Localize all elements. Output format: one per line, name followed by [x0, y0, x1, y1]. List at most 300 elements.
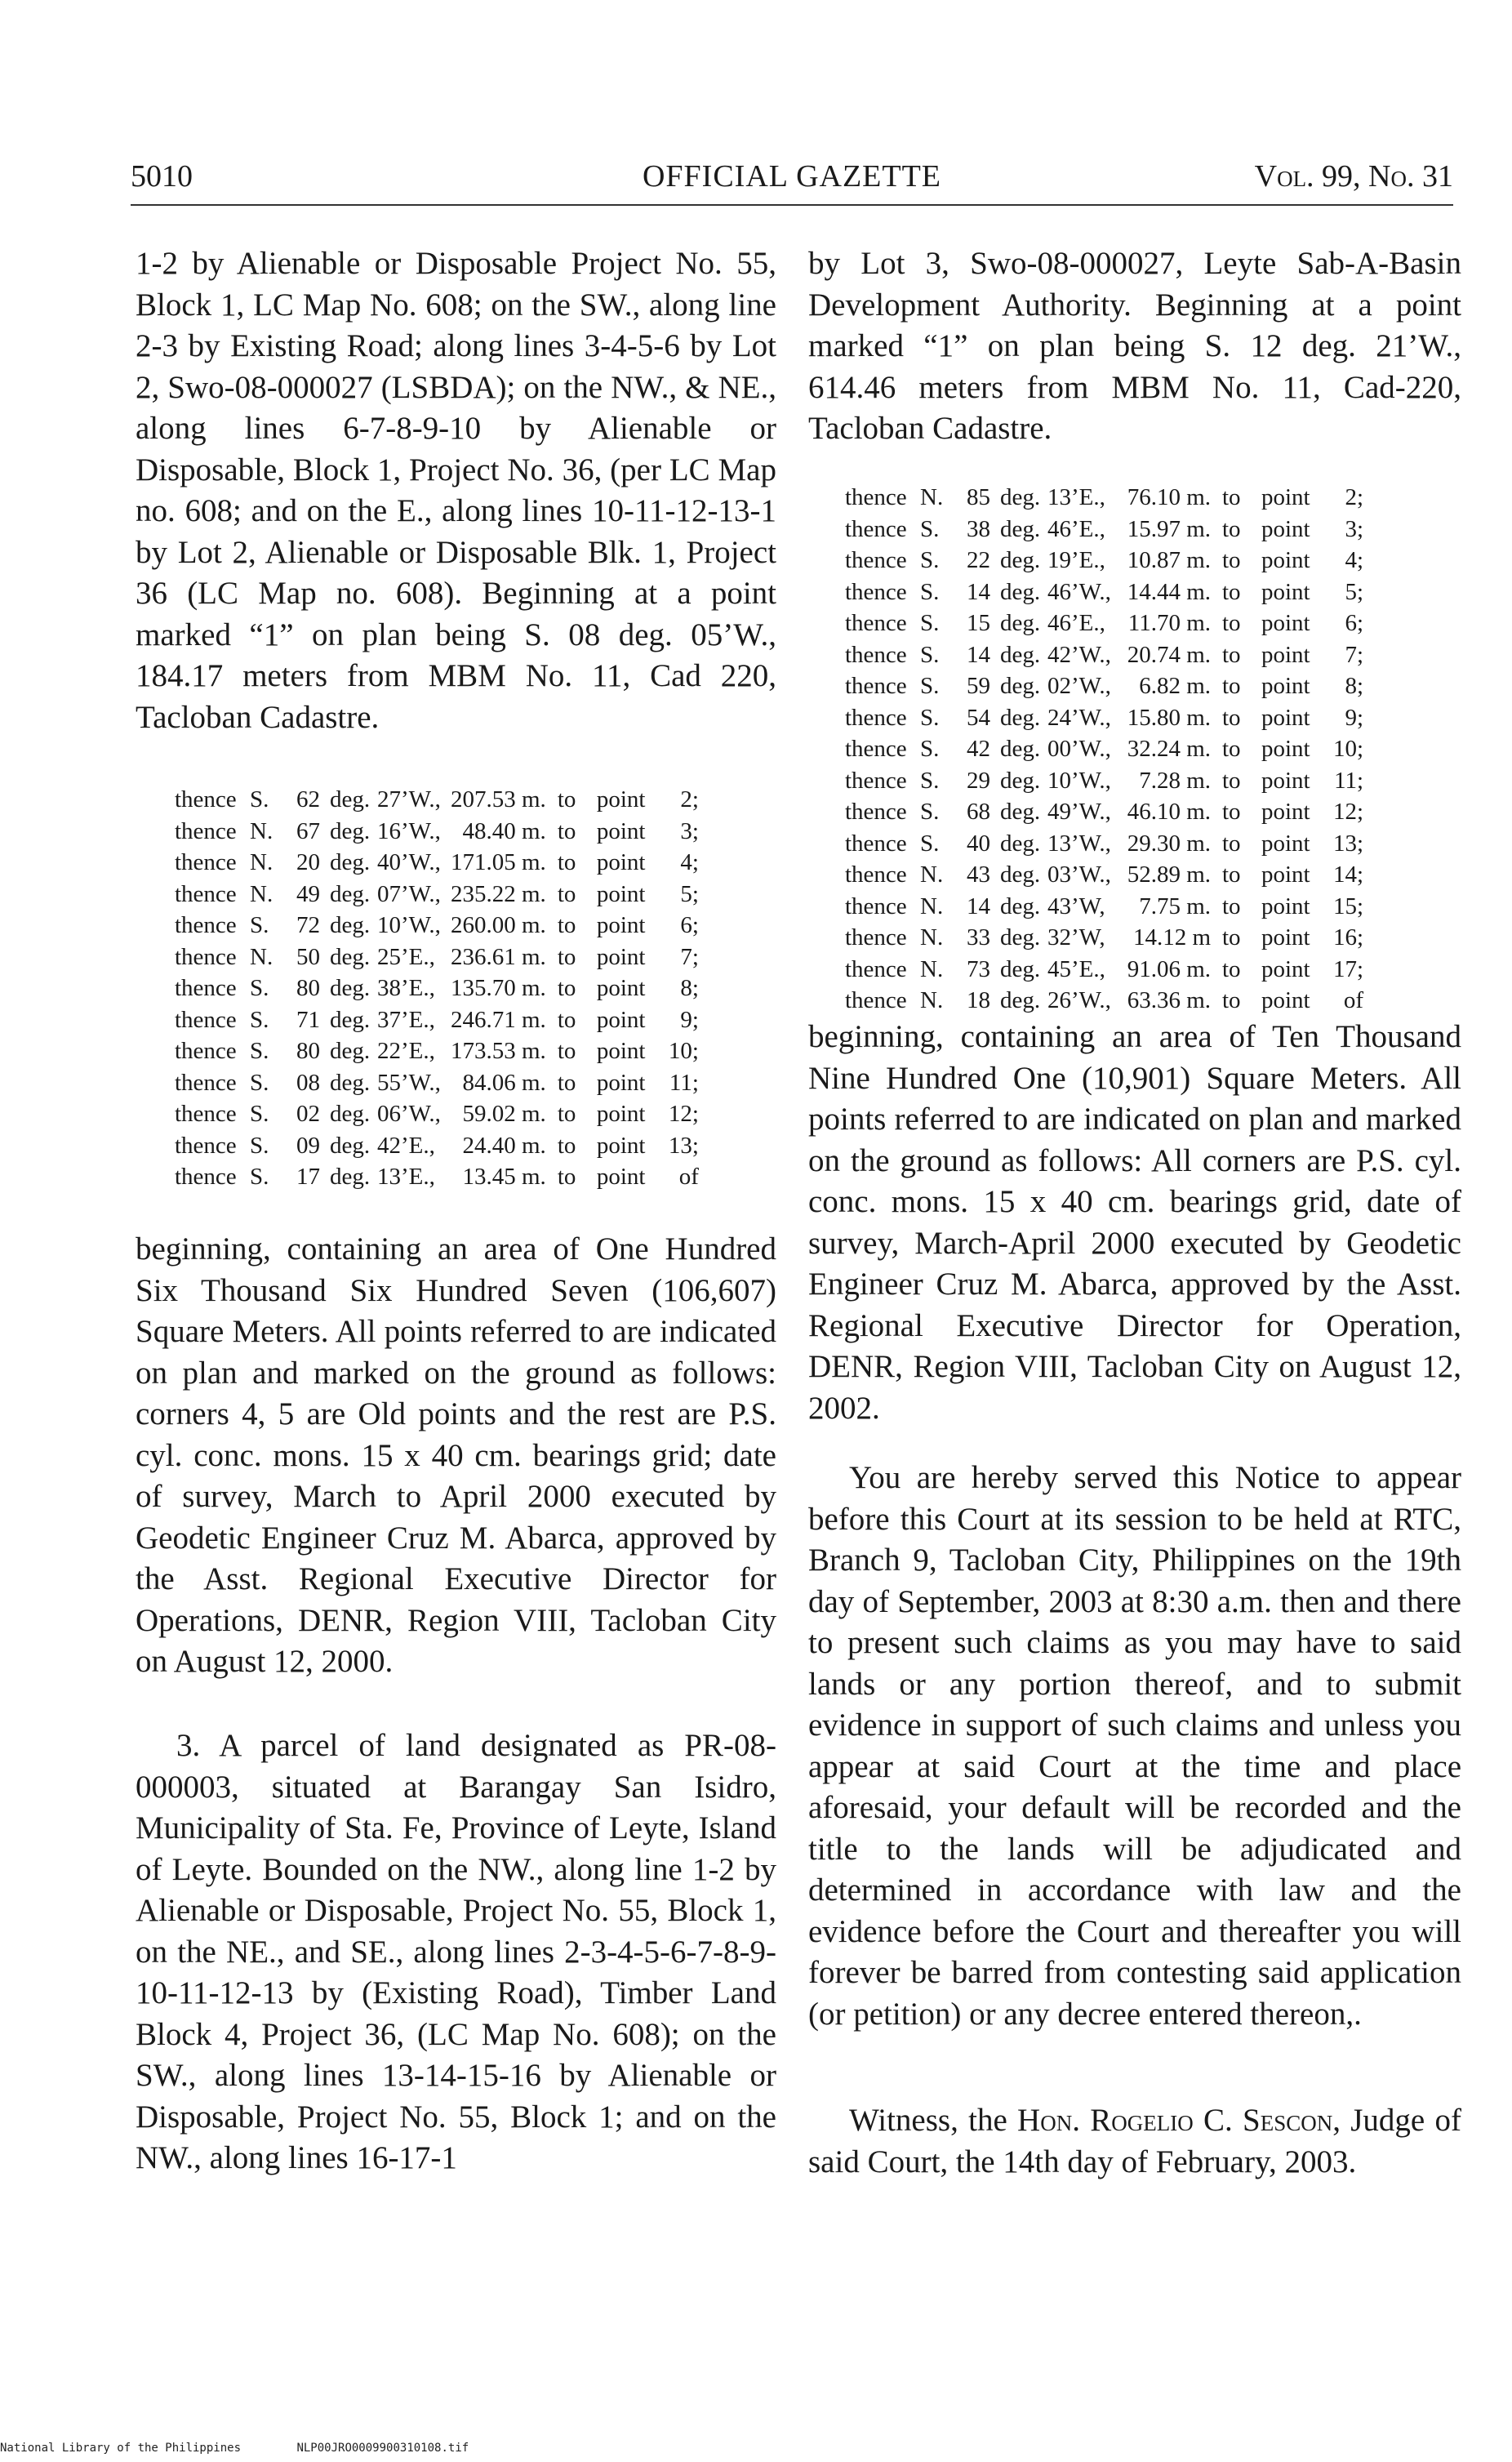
bearing-cell-pt: point	[1261, 547, 1310, 573]
bearing-cell-g: deg.	[1000, 736, 1041, 762]
bearing-cell-a: 59	[967, 673, 990, 699]
bearing-cell-to: to	[557, 1132, 576, 1159]
library-credit: National Library of the Philippines	[0, 2442, 242, 2455]
bearing-cell-g: deg.	[330, 1132, 371, 1159]
bearing-cell-g: deg.	[330, 849, 371, 875]
bearing-row	[175, 1035, 699, 1067]
bearing-cell-to: to	[557, 912, 576, 938]
bearing-row	[175, 816, 699, 848]
page-number: 5010	[131, 159, 193, 194]
bearing-cell-w: thence	[845, 704, 907, 731]
bearing-cell-to: to	[1222, 767, 1241, 794]
bearing-cell-d: N.	[920, 955, 944, 982]
bearing-cell-n: 8;	[680, 975, 699, 1001]
bearing-cell-to: to	[1222, 673, 1241, 699]
bearing-cell-pt: point	[1261, 893, 1310, 919]
bearing-cell-to: to	[1222, 893, 1241, 919]
bearing-cell-pt: point	[1261, 484, 1310, 510]
bearing-cell-n: 13;	[1333, 830, 1364, 857]
bearing-cell-g: deg.	[1000, 799, 1041, 825]
bearing-cell-dist: 14.44 m.	[1127, 578, 1211, 605]
bearing-cell-m: 32’W,	[1047, 924, 1105, 951]
bearing-cell-g: deg.	[330, 1038, 371, 1064]
bearing-cell-w: thence	[845, 893, 907, 919]
bearing-cell-w: thence	[175, 786, 237, 813]
bearing-cell-dist: 6.82 m.	[1139, 673, 1211, 699]
bearing-cell-dist: 63.36 m.	[1127, 987, 1211, 1013]
bearing-row	[845, 514, 1363, 545]
bearing-cell-d: S.	[920, 830, 940, 857]
bearing-cell-dist: 207.53 m.	[451, 786, 546, 813]
bearing-cell-w: thence	[175, 1038, 237, 1064]
bearing-cell-to: to	[1222, 610, 1241, 636]
bearing-cell-d: S.	[250, 1132, 269, 1159]
bearing-cell-g: deg.	[1000, 578, 1041, 605]
bearing-cell-g: deg.	[330, 1101, 371, 1127]
bearing-cell-n: 13;	[668, 1132, 699, 1159]
bearing-cell-m: 00’W.,	[1047, 736, 1111, 762]
bearing-cell-pt: point	[1261, 767, 1310, 794]
bearing-cell-g: deg.	[330, 880, 371, 907]
bearing-cell-n: 12;	[668, 1101, 699, 1127]
bearing-cell-n: 6;	[680, 912, 699, 938]
bearing-cell-n: 9;	[680, 1006, 699, 1033]
bearing-cell-g: deg.	[1000, 767, 1041, 794]
bearing-cell-dist: 59.02 m.	[462, 1101, 546, 1127]
bearing-cell-m: 13’E.,	[1047, 484, 1105, 510]
bearing-cell-g: deg.	[1000, 861, 1041, 888]
bearing-cell-w: thence	[845, 924, 907, 951]
bearing-cell-d: S.	[250, 786, 269, 813]
bearing-cell-a: 17	[296, 1164, 320, 1190]
bearing-cell-dist: 84.06 m.	[462, 1069, 546, 1096]
bearing-cell-d: S.	[250, 1006, 269, 1033]
bearing-cell-m: 40’W.,	[377, 849, 441, 875]
bearing-cell-g: deg.	[330, 1006, 371, 1033]
bearing-cell-w: thence	[845, 987, 907, 1013]
bearing-cell-a: 15	[967, 610, 990, 636]
bearing-cell-w: thence	[175, 912, 237, 938]
bearing-cell-a: 42	[967, 736, 990, 762]
bearing-cell-g: deg.	[330, 817, 371, 844]
bearing-row	[845, 954, 1363, 986]
bearing-cell-w: thence	[845, 767, 907, 794]
bearing-cell-n: 5;	[1345, 578, 1364, 605]
bearing-row	[175, 973, 699, 1004]
bearing-cell-to: to	[1222, 987, 1241, 1013]
bearing-cell-w: thence	[175, 849, 237, 875]
bearing-cell-d: S.	[920, 704, 940, 731]
bearing-cell-a: 20	[296, 849, 320, 875]
bearing-cell-n: 2;	[1345, 484, 1364, 510]
bearing-cell-g: deg.	[1000, 484, 1041, 510]
bearing-cell-dist: 76.10 m.	[1127, 484, 1211, 510]
bearing-cell-pt: point	[1261, 704, 1310, 731]
bearing-cell-dist: 48.40 m.	[462, 817, 546, 844]
bearing-cell-a: 50	[296, 943, 320, 970]
bearing-cell-n: 16;	[1333, 924, 1364, 951]
bearing-row	[175, 1098, 699, 1130]
bearing-cell-dist: 11.70 m.	[1127, 610, 1211, 636]
bearing-cell-g: deg.	[1000, 515, 1041, 542]
bearing-cell-n: 10;	[668, 1038, 699, 1064]
bearing-cell-m: 24’W.,	[1047, 704, 1111, 731]
scan-footer	[0, 2442, 518, 2455]
bearing-cell-w: thence	[175, 1006, 237, 1033]
bearing-cell-d: S.	[250, 975, 269, 1001]
bearing-cell-dist: 260.00 m.	[451, 912, 546, 938]
left-paragraph-1: 1-2 by Alienable or Disposable Project No. 55, Block 1, LC Map No. 608; on the SW., along line 2-3 by Existing Road; along lines 3-4-5-6 by Lot 2, Swo-08-000027 (LSBDA); on the NW., & NE., along lines 6-7-8-9-10 by Alienable or Disposable, Block 1, Project No. 36, (per LC Map no. 608; and on the E., along lines 10-11-12-13-1 by Lot 2, Alienable or Disposable Blk. 1, Project 36 (LC Map no. 608). Beginning at a point marked “1” on plan being S. 08 deg. 05’W., 184.17 meters from MBM No. 11, Cad 220, Tacloban Cadastre.	[136, 246, 776, 735]
bearing-cell-to: to	[557, 943, 576, 970]
bearing-cell-w: thence	[175, 1101, 237, 1127]
bearing-cell-m: 38’E.,	[377, 975, 435, 1001]
bearing-cell-d: S.	[920, 673, 940, 699]
bearing-cell-m: 10’W.,	[1047, 767, 1111, 794]
bearing-cell-n: 6;	[1345, 610, 1364, 636]
bearing-cell-w: thence	[175, 1132, 237, 1159]
bearing-cell-pt: point	[596, 975, 646, 1001]
bearing-cell-m: 43’W,	[1047, 893, 1105, 919]
bearing-cell-w: thence	[845, 515, 907, 542]
bearing-cell-w: thence	[845, 578, 907, 605]
bearing-row	[175, 784, 699, 816]
bearing-cell-n: 3;	[1345, 515, 1364, 542]
bearing-cell-g: deg.	[1000, 955, 1041, 982]
bearing-cell-dist: 7.28 m.	[1139, 767, 1211, 794]
bearing-cell-a: 14	[967, 641, 990, 668]
bearing-cell-d: S.	[920, 799, 940, 825]
bearing-cell-n: 8;	[1345, 673, 1364, 699]
bearing-row	[845, 859, 1363, 891]
bearing-cell-a: 08	[296, 1069, 320, 1096]
left-bearings-table	[175, 784, 699, 1193]
bearing-cell-d: N.	[920, 987, 944, 1013]
bearing-cell-d: S.	[920, 641, 940, 668]
bearing-cell-a: 49	[296, 880, 320, 907]
bearing-cell-dist: 13.45 m.	[462, 1164, 546, 1190]
bearing-cell-d: S.	[250, 1038, 269, 1064]
bearing-cell-d: N.	[250, 817, 273, 844]
bearing-cell-n: of	[678, 1164, 699, 1190]
bearing-cell-w: thence	[175, 975, 237, 1001]
bearing-cell-to: to	[1222, 736, 1241, 762]
bearing-cell-dist: 235.22 m.	[451, 880, 546, 907]
bearing-cell-a: 54	[967, 704, 990, 731]
bearing-row	[845, 891, 1363, 923]
bearing-cell-n: 2;	[680, 786, 699, 813]
bearing-cell-pt: point	[1261, 641, 1310, 668]
bearing-cell-m: 16’W.,	[377, 817, 441, 844]
bearing-cell-dist: 15.80 m.	[1127, 704, 1211, 731]
bearing-cell-dist: 20.74 m.	[1127, 641, 1211, 668]
bearing-cell-m: 46’W.,	[1047, 578, 1111, 605]
bearing-cell-g: deg.	[1000, 924, 1041, 951]
bearing-cell-to: to	[557, 817, 576, 844]
bearing-cell-w: thence	[845, 610, 907, 636]
bearing-cell-g: deg.	[1000, 610, 1041, 636]
bearing-cell-pt: point	[596, 817, 646, 844]
bearing-cell-w: thence	[845, 955, 907, 982]
bearing-cell-dist: 14.12 m	[1132, 924, 1211, 951]
bearing-cell-m: 55’W.,	[377, 1069, 441, 1096]
bearing-cell-to: to	[1222, 830, 1241, 857]
volume-number: Vol. 99, No. 31	[1254, 159, 1453, 194]
bearing-row	[845, 733, 1363, 765]
bearing-row	[845, 828, 1363, 860]
bearing-row	[845, 670, 1363, 702]
bearing-row	[845, 985, 1363, 1017]
bearing-cell-g: deg.	[1000, 893, 1041, 919]
bearing-cell-dist: 24.40 m.	[462, 1132, 546, 1159]
bearing-cell-pt: point	[596, 1069, 646, 1096]
bearing-cell-n: of	[1343, 987, 1364, 1013]
bearing-cell-a: 02	[296, 1101, 320, 1127]
bearing-cell-g: deg.	[330, 943, 371, 970]
bearing-cell-d: S.	[250, 912, 269, 938]
bearing-row	[845, 702, 1363, 734]
bearing-cell-m: 42’W.,	[1047, 641, 1111, 668]
bearing-cell-a: 80	[296, 1038, 320, 1064]
bearing-cell-pt: point	[596, 1132, 646, 1159]
bearing-cell-w: thence	[845, 484, 907, 510]
bearing-cell-a: 14	[967, 893, 990, 919]
bearing-cell-a: 62	[296, 786, 320, 813]
bearing-cell-g: deg.	[1000, 704, 1041, 731]
bearing-cell-d: N.	[250, 880, 273, 907]
bearing-cell-n: 11;	[669, 1069, 699, 1096]
bearing-cell-dist: 32.24 m.	[1127, 736, 1211, 762]
bearing-cell-a: 43	[967, 861, 990, 888]
bearing-cell-a: 14	[967, 578, 990, 605]
bearing-cell-dist: 10.87 m.	[1127, 547, 1211, 573]
bearing-cell-m: 37’E.,	[377, 1006, 435, 1033]
bearing-cell-n: 15;	[1333, 893, 1364, 919]
bearing-cell-to: to	[1222, 799, 1241, 825]
bearing-cell-a: 80	[296, 975, 320, 1001]
bearing-cell-pt: point	[1261, 736, 1310, 762]
bearing-cell-n: 7;	[680, 943, 699, 970]
bearing-cell-pt: point	[596, 1038, 646, 1064]
bearing-cell-g: deg.	[330, 975, 371, 1001]
bearing-cell-m: 10’W.,	[377, 912, 441, 938]
bearing-cell-d: N.	[250, 849, 273, 875]
bearing-cell-dist: 236.61 m.	[451, 943, 546, 970]
bearing-row	[845, 545, 1363, 577]
bearing-cell-pt: point	[596, 912, 646, 938]
right-paragraph-2: beginning, containing an area of Ten Thousand Nine Hundred One (10,901) Square Meters. All points referred to are indicated on plan and marked on the ground as follows: All corners are P.S. cyl. conc. mons. 15 x 40 cm. bearings grid, date of survey, March-April 2000 executed by Geodetic Engineer Cruz M. Abarca, approved by the Asst. Regional Executive Director for Operation, DENR, Region VIII, Tacloban City on August 12, 2002.	[808, 1019, 1461, 1426]
bearing-cell-m: 45’E.,	[1047, 955, 1105, 982]
bearing-cell-d: S.	[920, 767, 940, 794]
bearing-cell-to: to	[1222, 484, 1241, 510]
bearing-row	[845, 765, 1363, 797]
judge-name: Hon. Rogelio C. Sescon	[1017, 2103, 1333, 2138]
bearing-cell-w: thence	[175, 943, 237, 970]
bearing-cell-dist: 91.06 m.	[1127, 955, 1211, 982]
bearing-cell-to: to	[1222, 955, 1241, 982]
bearing-cell-n: 11;	[1334, 767, 1364, 794]
bearing-cell-m: 22’E.,	[377, 1038, 435, 1064]
bearing-cell-w: thence	[175, 1164, 237, 1190]
bearing-cell-pt: point	[596, 1006, 646, 1033]
bearing-cell-d: N.	[920, 484, 944, 510]
bearing-cell-n: 7;	[1345, 641, 1364, 668]
bearing-cell-pt: point	[596, 880, 646, 907]
bearing-cell-n: 3;	[680, 817, 699, 844]
bearing-row	[175, 910, 699, 942]
bearing-cell-dist: 173.53 m.	[451, 1038, 546, 1064]
bearing-cell-pt: point	[1261, 673, 1310, 699]
bearing-cell-m: 13’W.,	[1047, 830, 1111, 857]
bearing-cell-d: S.	[920, 578, 940, 605]
bearing-cell-m: 07’W.,	[377, 880, 441, 907]
bearing-cell-pt: point	[596, 943, 646, 970]
bearing-cell-pt: point	[596, 1101, 646, 1127]
bearing-row	[845, 639, 1363, 671]
bearing-cell-to: to	[1222, 547, 1241, 573]
page-header	[131, 155, 1453, 206]
bearing-cell-to: to	[557, 880, 576, 907]
bearing-cell-d: S.	[250, 1069, 269, 1096]
bearing-cell-pt: point	[1261, 987, 1310, 1013]
bearing-cell-n: 4;	[680, 849, 699, 875]
bearing-cell-w: thence	[175, 1069, 237, 1096]
bearing-cell-m: 42’E.,	[377, 1132, 435, 1159]
bearing-cell-dist: 52.89 m.	[1127, 861, 1211, 888]
bearing-cell-dist: 246.71 m.	[451, 1006, 546, 1033]
bearing-cell-d: S.	[250, 1164, 269, 1190]
bearing-cell-a: 40	[967, 830, 990, 857]
bearing-cell-m: 13’E.,	[377, 1164, 435, 1190]
bearing-cell-pt: point	[1261, 578, 1310, 605]
bearing-cell-dist: 135.70 m.	[451, 975, 546, 1001]
bearing-cell-m: 46’E.,	[1047, 515, 1105, 542]
scan-filename: NLP00JRO0009900310108.tif	[296, 2442, 469, 2455]
bearing-cell-pt: point	[596, 849, 646, 875]
bearing-cell-w: thence	[845, 861, 907, 888]
bearing-cell-n: 14;	[1333, 861, 1364, 888]
bearing-row	[845, 482, 1363, 514]
bearing-cell-d: N.	[920, 924, 944, 951]
bearing-row	[175, 1161, 699, 1193]
bearing-cell-n: 10;	[1333, 736, 1364, 762]
right-bearings-table	[845, 482, 1363, 1017]
bearing-cell-a: 29	[967, 767, 990, 794]
right-paragraph-3: You are hereby served this Notice to appear before this Court at its session to be held at RTC, Branch 9, Tacloban City, Philippines on the 19th day of September, 2003 at 8:30 a.m. then and there to present such claims as you may have to said lands or any portion thereof, and to submit evidence in support of such claims and unless you appear at said Court at the time and place aforesaid, your default will be recorded and the title to the lands will be adjudicated and determined in accordance with law and the evidence before the Court and thereafter you will forever be barred from contesting said application (or petition) or any decree entered thereon,.	[808, 1460, 1461, 2032]
bearing-cell-to: to	[557, 786, 576, 813]
bearing-cell-d: S.	[250, 1101, 269, 1127]
bearing-cell-g: deg.	[1000, 987, 1041, 1013]
bearing-cell-a: 33	[967, 924, 990, 951]
bearing-cell-g: deg.	[1000, 641, 1041, 668]
bearing-cell-to: to	[557, 975, 576, 1001]
bearing-cell-dist: 7.75 m.	[1139, 893, 1211, 919]
bearing-cell-m: 03’W.,	[1047, 861, 1111, 888]
bearing-cell-d: N.	[250, 943, 273, 970]
bearing-cell-d: S.	[920, 610, 940, 636]
bearing-cell-m: 02’W.,	[1047, 673, 1111, 699]
bearing-cell-to: to	[1222, 861, 1241, 888]
bearing-cell-to: to	[1222, 578, 1241, 605]
bearing-cell-pt: point	[1261, 861, 1310, 888]
right-paragraph-4: Witness, the Hon. Rogelio C. Sescon, Judge of said Court, the 14th day of February, 2003.	[808, 2103, 1461, 2179]
bearing-cell-to: to	[1222, 704, 1241, 731]
bearing-cell-g: deg.	[330, 1164, 371, 1190]
bearing-cell-a: 85	[967, 484, 990, 510]
bearing-cell-a: 72	[296, 912, 320, 938]
bearing-cell-dist: 15.97 m.	[1127, 515, 1211, 542]
bearing-cell-a: 68	[967, 799, 990, 825]
bearing-cell-w: thence	[845, 547, 907, 573]
bearing-cell-w: thence	[175, 817, 237, 844]
bearing-cell-n: 4;	[1345, 547, 1364, 573]
bearing-row	[845, 577, 1363, 608]
bearing-cell-to: to	[557, 1101, 576, 1127]
bearing-cell-pt: point	[596, 786, 646, 813]
bearing-row	[845, 922, 1363, 954]
bearing-row	[845, 608, 1363, 639]
bearing-cell-a: 09	[296, 1132, 320, 1159]
bearing-row	[845, 796, 1363, 828]
bearing-cell-d: S.	[920, 736, 940, 762]
bearing-cell-to: to	[557, 849, 576, 875]
bearing-cell-pt: point	[596, 1164, 646, 1190]
left-paragraph-3: 3. A parcel of land designated as PR-08-000003, situated at Barangay San Isidro, Municipality of Sta. Fe, Province of Leyte, Island of Leyte. Bounded on the NW., along line 1-2 by Alienable or Disposable, Project No. 55, Block 1, on the NE., and SE., along lines 2-3-4-5-6-7-8-9-10-11-12-13 by (Existing Road), Timber Land Block 4, Project 36, (LC Map No. 608); on the SW., along lines 13-14-15-16 by Alienable or Disposable, Project No. 55, Block 1; and on the NW., along lines 16-17-1	[136, 1728, 776, 2175]
bearing-cell-n: 17;	[1333, 955, 1364, 982]
bearing-cell-to: to	[557, 1006, 576, 1033]
bearing-cell-pt: point	[1261, 515, 1310, 542]
bearing-row	[175, 879, 699, 910]
bearing-cell-w: thence	[845, 736, 907, 762]
bearing-cell-pt: point	[1261, 955, 1310, 982]
left-paragraph-2: beginning, containing an area of One Hundred Six Thousand Six Hundred Seven (106,607) Square Meters. All points referred to are indicated on plan and marked on the ground as follows: corners 4, 5 are Old points and the rest are P.S. cyl. conc. mons. 15 x 40 cm. bearings grid; date of survey, March to April 2000 executed by Geodetic Engineer Cruz M. Abarca, approved by the Asst. Regional Executive Director for Operations, DENR, Region VIII, Tacloban City on August 12, 2000.	[136, 1231, 776, 1679]
bearing-cell-to: to	[557, 1164, 576, 1190]
bearing-cell-m: 25’E.,	[377, 943, 435, 970]
bearing-cell-g: deg.	[1000, 547, 1041, 573]
bearing-cell-m: 26’W.,	[1047, 987, 1111, 1013]
bearing-cell-g: deg.	[330, 786, 371, 813]
bearing-cell-a: 67	[296, 817, 320, 844]
bearing-cell-m: 19’E.,	[1047, 547, 1105, 573]
bearing-cell-pt: point	[1261, 799, 1310, 825]
bearing-cell-w: thence	[845, 673, 907, 699]
bearing-cell-pt: point	[1261, 924, 1310, 951]
bearing-cell-w: thence	[175, 880, 237, 907]
bearing-row	[175, 942, 699, 973]
bearing-cell-n: 12;	[1333, 799, 1364, 825]
bearing-cell-m: 49’W.,	[1047, 799, 1111, 825]
bearing-cell-to: to	[1222, 924, 1241, 951]
bearing-cell-w: thence	[845, 799, 907, 825]
bearing-cell-g: deg.	[1000, 673, 1041, 699]
bearing-cell-g: deg.	[330, 912, 371, 938]
bearing-cell-to: to	[1222, 515, 1241, 542]
bearing-row	[175, 1004, 699, 1036]
bearing-cell-d: S.	[920, 515, 940, 542]
bearing-row	[175, 847, 699, 879]
bearing-row	[175, 1130, 699, 1162]
bearing-cell-a: 38	[967, 515, 990, 542]
bearing-cell-pt: point	[1261, 830, 1310, 857]
bearing-cell-dist: 29.30 m.	[1127, 830, 1211, 857]
bearing-cell-m: 27’W.,	[377, 786, 441, 813]
bearing-cell-m: 46’E.,	[1047, 610, 1105, 636]
bearing-cell-n: 5;	[680, 880, 699, 907]
bearing-cell-a: 73	[967, 955, 990, 982]
bearing-cell-g: deg.	[330, 1069, 371, 1096]
bearing-cell-to: to	[1222, 641, 1241, 668]
bearing-cell-g: deg.	[1000, 830, 1041, 857]
bearing-cell-m: 06’W.,	[377, 1101, 441, 1127]
